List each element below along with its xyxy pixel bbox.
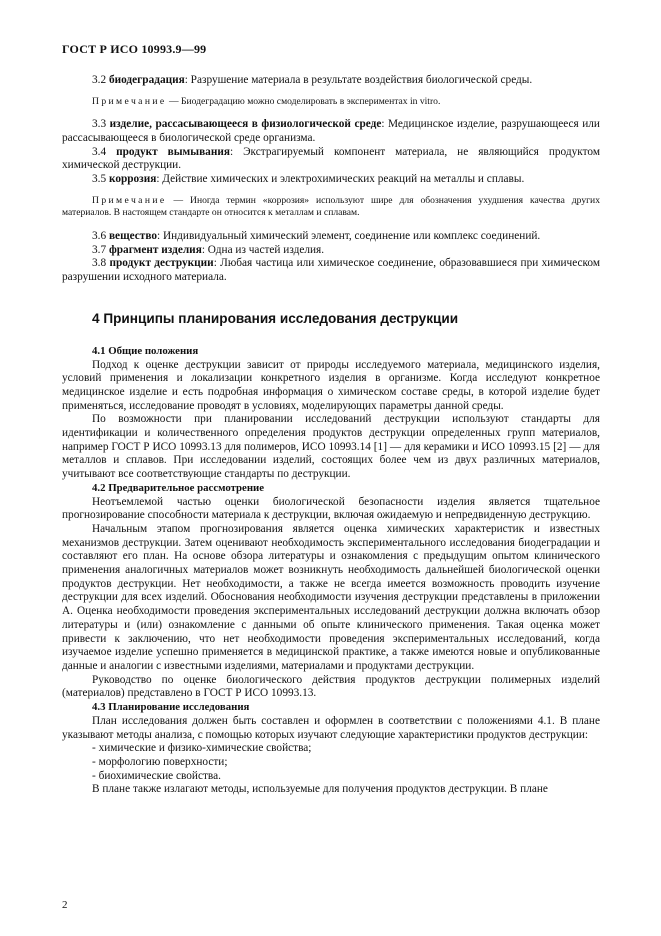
subsection-4-3-heading: 4.3 Планирование исследования	[92, 701, 250, 714]
paragraph: Начальным этапом прогнозирования является оценка химических характеристик и известных механизмов деструкции. Затем оценивают необходимость экспериментального исследования биодеградации и составляют его план. На основе обзора литературы и ознакомления с предыдущим опытом клинического применения аналогичных материалов может возникнуть необходимость дальнейшей биологической оценки продуктов деструкции. Нет необходимости, а также не всегда имеется возможность проводить изучение деструкции для всех изделий. Обоснования необходимости изучения деструкции представлены в приложении А. Оценка необходимости проведения экспериментальных исследований деструкции должна включать обзор литературы и (или) ознакомление с данными об опыте клинического применения. Такая оценка может привести к заключению, что нет необходимости проведения экспериментальных исследований, когда изучаемое изделие успешно применяется в медицинской практике, а также имеются новые и опубликованные данные и аналогии с известными изделиями, материалами и продуктами деструкции.	[62, 522, 600, 672]
definition-3-6: 3.6 вещество: Индивидуальный химический элемент, соединение или комплекс соединений.	[92, 230, 541, 242]
paragraph: Подход к оценке деструкции зависит от природы исследуемого материала, медицинского изделия, условий применения и локализации конкретного изделия в организме. Когда исследуют конкретное медицинское изделие и есть подробная информация о химическом составе среды, в которой изделие будет применяться, исследование проводят в условиях, моделирующих параметры данной среды.	[62, 358, 600, 412]
list-item: - химические и физико-химические свойства;	[92, 742, 312, 755]
definition-3-7: 3.7 фрагмент изделия: Одна из частей изделия.	[92, 243, 325, 256]
note-corrosion: Примечание — Иногда термин «коррозия» используют шире для обозначения ухудшения качества других материалов. В настоящем стандарте он относится к металлам и сплавам.	[62, 194, 600, 219]
subsection-4-1-heading: 4.1 Общие положения	[92, 344, 199, 357]
paragraph: Неотъемлемой частью оценки биологической безопасности изделия является тщательное прогнозирование способности материала к деструкции, включая ожидаемую и непредвиденную деструкцию.	[62, 495, 600, 522]
paragraph: План исследования должен быть составлен и оформлен в соответствии с положениями 4.1. В плане указывают методы анализа, с помощью которых изучают следующие характеристики продуктов деструкции:	[62, 714, 600, 741]
definition-3-2: 3.2 биодеградация: Разрушение материала в результате воздействия биологической среды.	[92, 74, 533, 86]
section-4-title: 4 Принципы планирования исследования деструкции	[92, 310, 459, 326]
list-item: - биохимические свойства.	[92, 769, 221, 782]
page-number: 2	[62, 899, 68, 911]
note-biodegradation: Примечание — Биодеградацию можно смоделировать в экспериментах in vitro.	[92, 95, 441, 107]
document-code-header: ГОСТ Р ИСО 10993.9—99	[62, 42, 207, 56]
paragraph: По возможности при планировании исследований деструкции используют стандарты для идентификации и количественного определения продуктов деструкции определенных групп материалов, например ГОСТ Р ИСО 10993.13 для полимеров, ИСО 10993.14 [1] — для керамики и ИСО 10993.15 [2] — для металлов и сплавов. При исследовании изделий, состоящих более чем из двух различных материалов, учитывают все соответствующие стандарты по деструкции.	[62, 413, 600, 481]
paragraph: В плане также излагают методы, используемые для получения продуктов деструкции. В плане	[92, 783, 548, 796]
definition-3-5: 3.5 коррозия: Действие химических и электрохимических реакций на металлы и сплавы.	[92, 173, 525, 186]
list-item: - морфологию поверхности;	[92, 755, 228, 768]
subsection-4-2-heading: 4.2 Предварительное рассмотрение	[92, 481, 265, 494]
page-content	[62, 74, 600, 797]
definition-3-3: 3.3 изделие, рассасывающееся в физиологической среде: Медицинское изделие, разрушающееся или рассасывающееся в биологической среде организма.	[62, 118, 600, 144]
definition-3-8: 3.8 продукт деструкции: Любая частица или химическое соединение, образовавшиеся при химическом разрушении исходного материала.	[62, 257, 600, 284]
definition-3-4: 3.4 продукт вымывания: Экстрагируемый компонент материала, не являющийся продуктом химической деструкции.	[62, 145, 600, 172]
paragraph: Руководство по оценке биологического действия продуктов деструкции полимерных изделий (материалов) представлено в ГОСТ Р ИСО 10993.13.	[62, 673, 600, 700]
